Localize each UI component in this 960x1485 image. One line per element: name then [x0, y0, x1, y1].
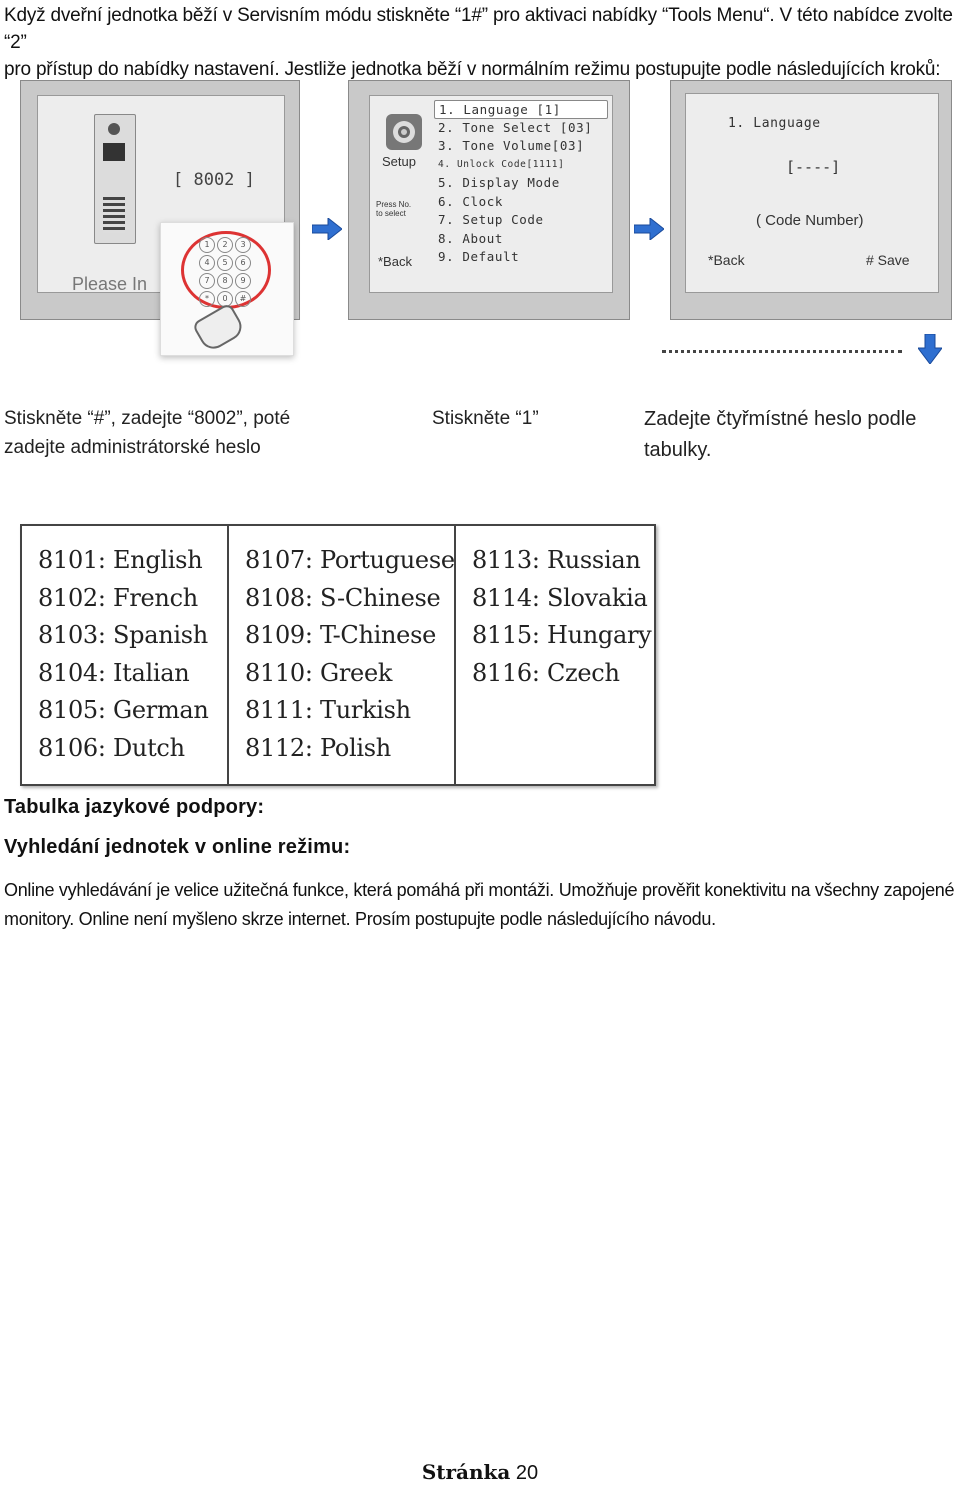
key-7: 7	[199, 273, 215, 289]
online-heading: Vyhledání jednotek v online režimu:	[4, 836, 351, 858]
language-entry: 8106: Dutch	[38, 733, 185, 762]
caption-step-3-line-1: Zadejte čtyřmístné heslo podle	[644, 408, 917, 430]
language-column-2	[229, 526, 456, 784]
setup-menu-list	[434, 100, 608, 267]
page-number: 20	[515, 1462, 539, 1484]
menu-item-language[interactable]: 1. Language [1]	[434, 100, 608, 119]
language-column-1	[22, 526, 229, 784]
caption-step-1-line-1: Stiskněte “#”, zadejte “8002”, poté	[4, 408, 291, 429]
menu-item-unlock-code[interactable]: 4. Unlock Code[1111]	[438, 158, 565, 170]
keypad-grid	[199, 237, 253, 307]
key-1: 1	[199, 237, 215, 253]
key-2: 2	[217, 237, 233, 253]
language-entry: 8107: Portuguese	[245, 546, 455, 574]
key-hash: #	[235, 291, 251, 307]
menu-item-tone-volume[interactable]: 3. Tone Volume[03]	[438, 138, 585, 153]
arrow-down-icon	[918, 334, 942, 364]
code-field[interactable]: [----]	[786, 158, 841, 176]
language-entry: 8113: Russian	[472, 546, 641, 574]
key-8: 8	[217, 273, 233, 289]
menu-item-tone-select[interactable]: 2. Tone Select [03]	[438, 119, 593, 135]
caption-step-3-line-2: tabulky.	[644, 439, 712, 461]
language-entry: 8114: Slovakia	[472, 583, 648, 612]
language-column-3	[456, 526, 654, 784]
language-entry: 8111: Turkish	[245, 696, 411, 725]
screen-language-display	[685, 93, 939, 293]
arrow-right-icon	[312, 218, 342, 240]
finger-press-icon	[191, 302, 246, 353]
menu-item-clock[interactable]: 6. Clock	[438, 193, 504, 209]
language-entry: 8102: French	[38, 583, 198, 612]
key-6: 6	[235, 255, 251, 271]
press-hint	[376, 200, 411, 218]
key-star: *	[199, 291, 215, 307]
page-footer	[0, 1460, 960, 1485]
language-entry: 8108: S-Chinese	[245, 583, 441, 612]
language-title: 1. Language	[728, 116, 821, 131]
screen-setup-menu	[348, 80, 630, 320]
screen-setup-display	[369, 95, 613, 293]
key-4: 4	[199, 255, 215, 271]
caption-step-1-line-2: zadejte administrátorské heslo	[4, 437, 261, 458]
code-readout: [ 8002 ]	[173, 170, 255, 190]
code-hint: ( Code Number)	[756, 212, 864, 229]
key-5: 5	[217, 255, 233, 271]
language-entry: 8112: Polish	[245, 733, 391, 762]
language-entry: 8105: German	[38, 696, 209, 725]
language-entry: 8116: Czech	[472, 658, 620, 687]
save-label: # Save	[866, 252, 910, 268]
setup-label: Setup	[382, 154, 416, 169]
key-3: 3	[235, 237, 251, 253]
keypad-illustration	[160, 222, 294, 356]
setup-gear-icon	[384, 112, 424, 152]
arrow-right-icon	[634, 218, 664, 240]
back-label: *Back	[378, 254, 412, 269]
intro-text	[4, 2, 956, 83]
screen-language-code	[670, 80, 952, 320]
menu-item-default[interactable]: 9. Default	[438, 249, 520, 264]
language-entry: 8109: T-Chinese	[245, 621, 436, 650]
intro-line-2: pro přístup do nabídky nastavení. Jestliže jednotka běží v normálním režimu postupujte podle následujících kroků:	[4, 59, 941, 80]
language-entry: 8103: Spanish	[38, 621, 208, 650]
caption-step-2: Stiskněte “1”	[432, 408, 539, 429]
please-input-text: Please In	[72, 274, 148, 294]
key-9: 9	[235, 273, 251, 289]
press-hint-line-2: to select	[376, 209, 406, 218]
key-0: 0	[217, 291, 233, 307]
caption-step-3	[644, 404, 916, 466]
online-search-paragraph: Online vyhledávání je velice užitečná funkce, která pomáhá při montáži. Umožňuje prověřit konektivitu na všechny zapojené monitory. Online není myšleno skrze internet. Prosím postupujte podle následujícího návodu.	[4, 880, 955, 929]
door-station-icon	[94, 114, 136, 244]
page-label: Stránka	[421, 1460, 511, 1484]
table-heading: Tabulka jazykové podpory:	[4, 796, 265, 818]
dotted-divider	[662, 350, 902, 353]
language-entry: 8104: Italian	[38, 658, 190, 687]
language-entry: 8110: Greek	[245, 658, 393, 687]
back-label: *Back	[708, 252, 745, 268]
language-code-table	[20, 524, 656, 786]
intro-line-1: Když dveřní jednotka běží v Servisním módu stiskněte “1#” pro aktivaci nabídky “Tools Menu“. V této nabídce zvolte “2”	[4, 5, 953, 53]
menu-item-setup-code[interactable]: 7. Setup Code	[438, 212, 544, 227]
language-entry: 8101: English	[38, 546, 203, 574]
menu-item-display-mode[interactable]: 5. Display Mode	[438, 175, 560, 190]
menu-item-about[interactable]: 8. About	[438, 230, 504, 246]
press-hint-line-1: Press No.	[376, 200, 412, 209]
caption-step-1	[4, 404, 290, 462]
language-entry: 8115: Hungary	[472, 621, 652, 650]
